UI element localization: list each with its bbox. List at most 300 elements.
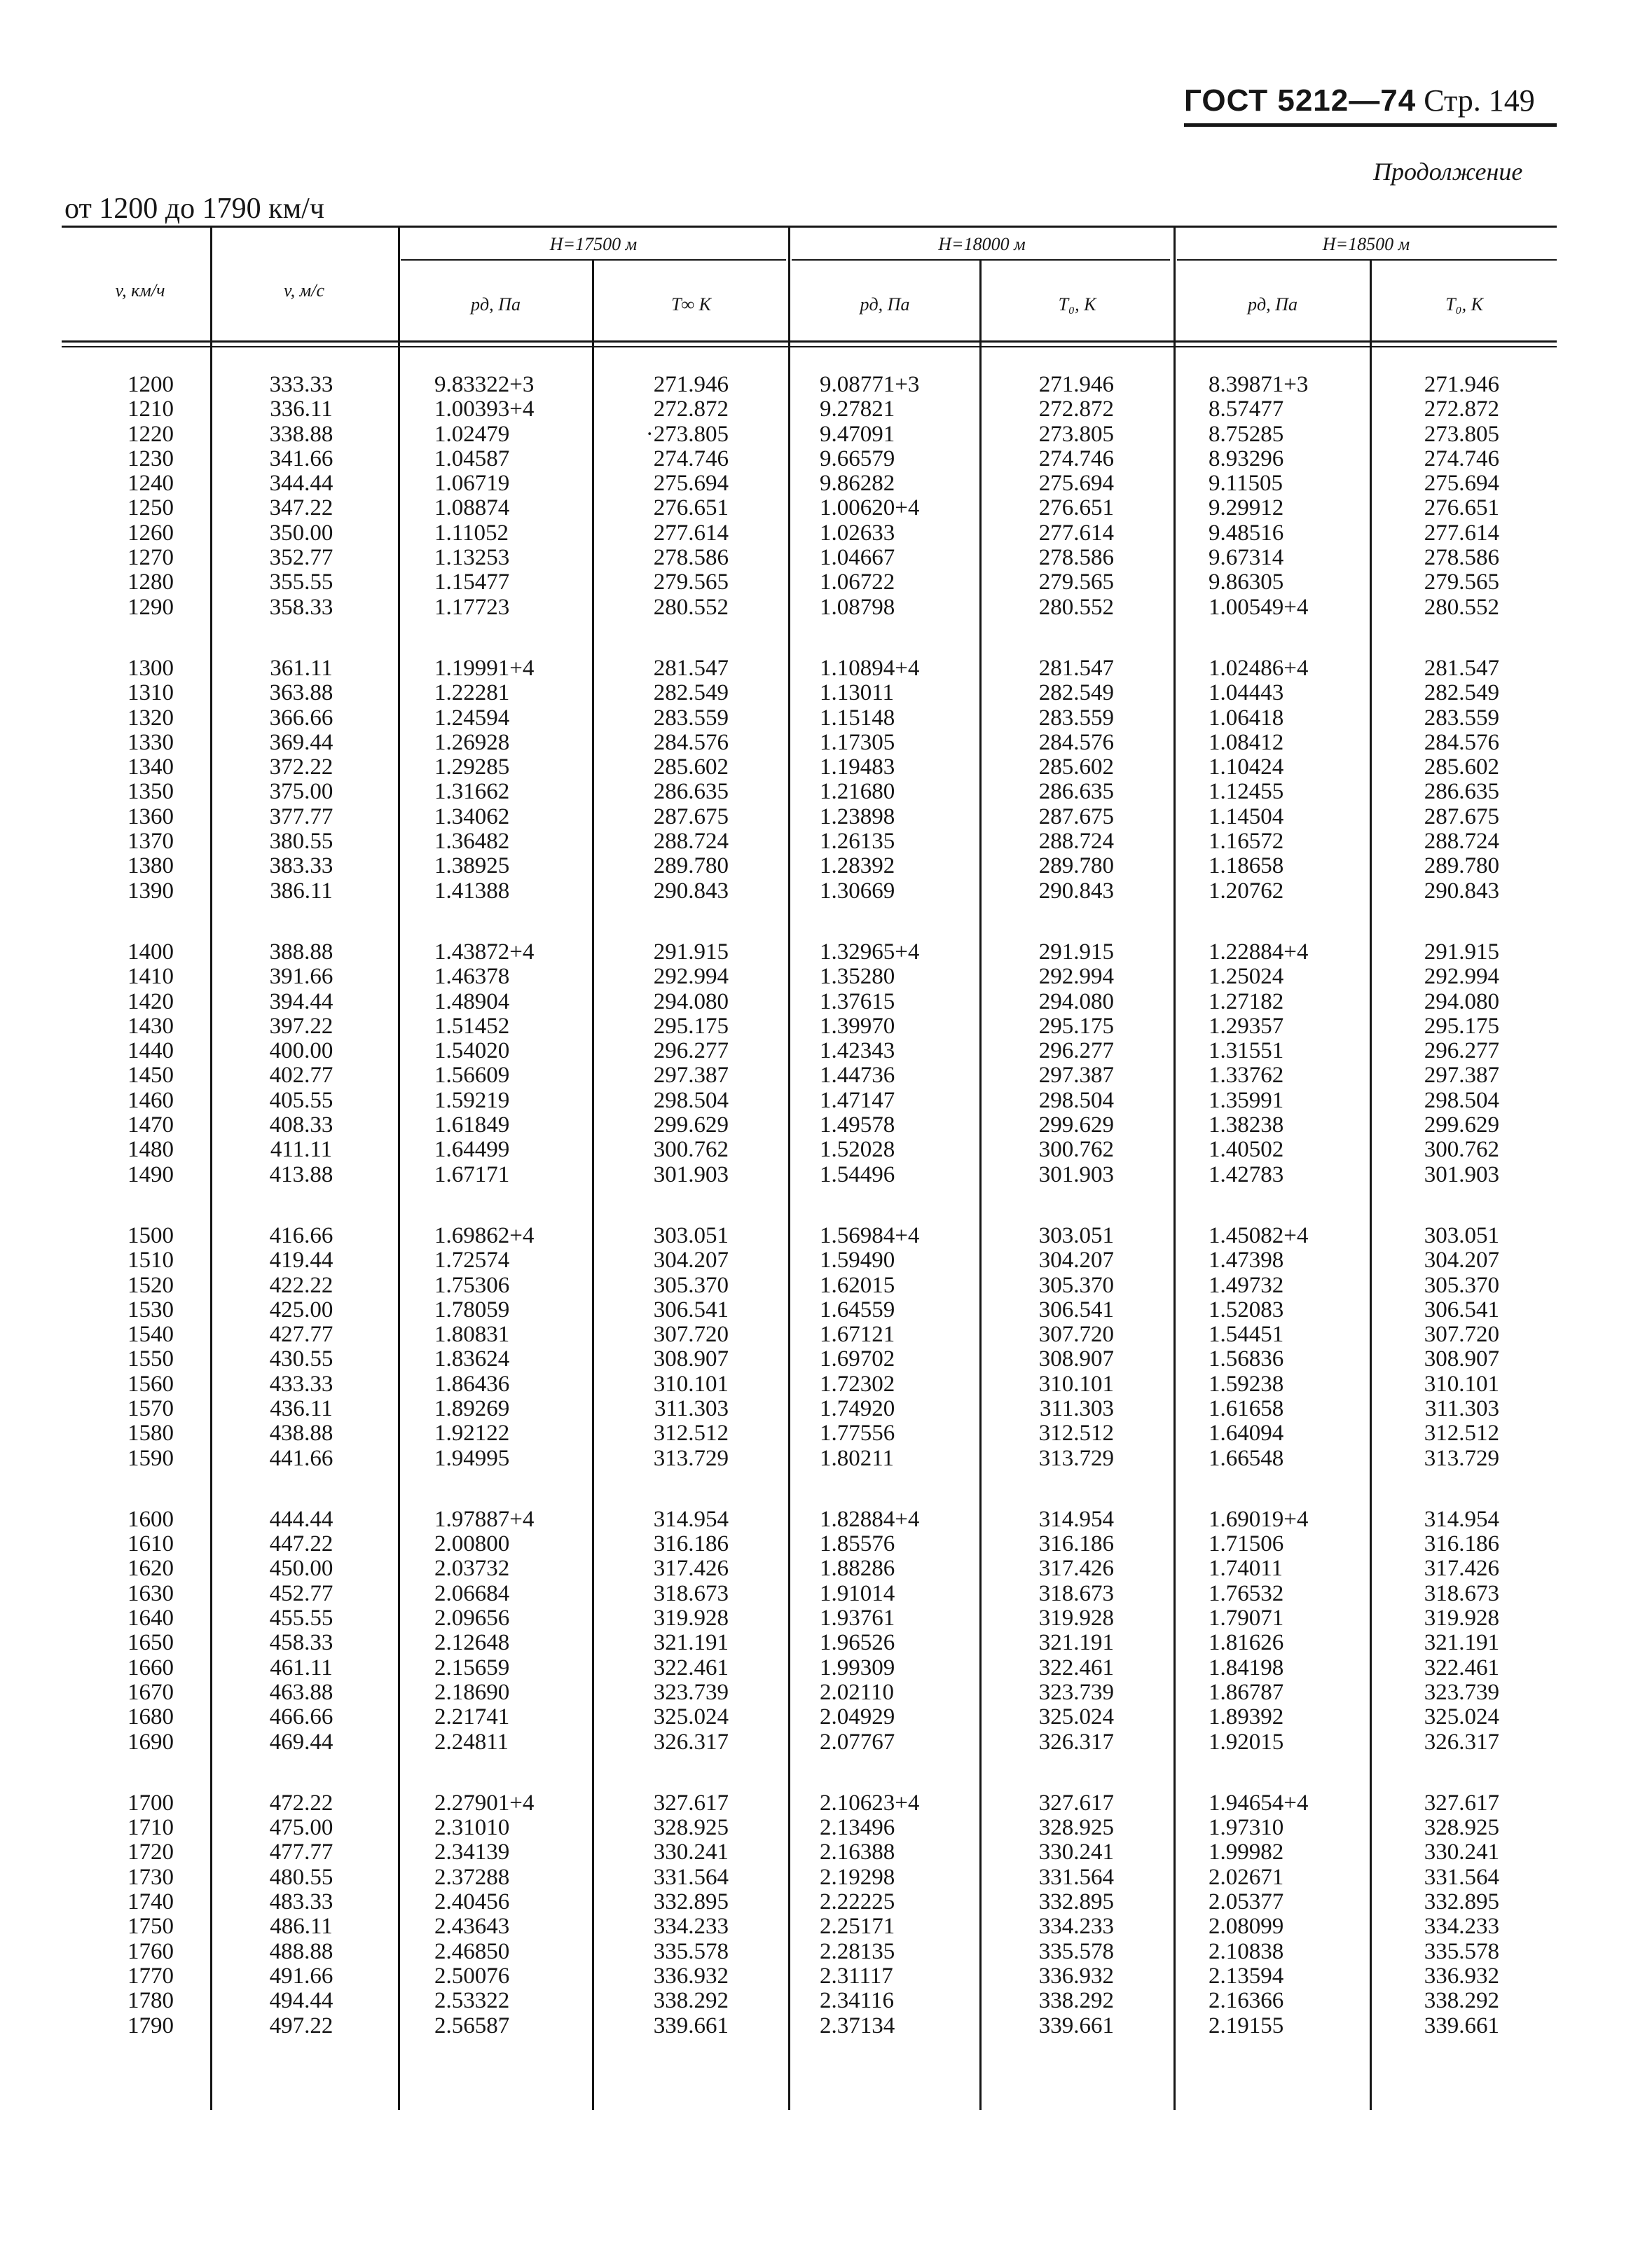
table-cell: 2.09656 [434,1606,510,1631]
table-cell: 1.42783 [1209,1161,1284,1187]
table-cell: 289.780 [1038,853,1114,879]
table-row [0,595,1652,620]
header-altitude-2: H=18000 м [938,234,1026,254]
table-cell: 287.675 [1424,803,1499,829]
table-cell: 1200 [128,372,174,397]
table-cell: 2.04929 [820,1704,895,1730]
table-cell: 358.33 [269,594,333,620]
table-row [0,1680,1652,1705]
table-row [0,1705,1652,1730]
table-cell: 278.586 [1038,545,1114,571]
table-cell: 9.66579 [820,446,895,471]
table-cell: 1470 [128,1112,174,1138]
table-cell: 480.55 [269,1864,333,1890]
table-cell: 314.954 [1038,1506,1114,1532]
table-cell: 338.292 [1424,1988,1499,2014]
table-row [0,990,1652,1014]
table-cell: 413.88 [269,1161,333,1187]
table-cell: 278.586 [653,545,729,571]
table-cell: 277.614 [653,520,729,546]
table-cell: 327.617 [1038,1790,1114,1816]
table-cell: 2.24811 [434,1729,509,1755]
table-cell: 486.11 [270,1914,333,1940]
table-cell: 290.843 [653,878,729,904]
table-cell: 1.31662 [434,779,510,805]
table-cell: 391.66 [269,964,333,990]
table-cell: 288.724 [1424,829,1499,855]
table-cell: 306.541 [653,1297,729,1323]
table-cell: 322.461 [653,1655,729,1680]
table-cell: 9.27821 [820,396,895,422]
table-cell: 1.44736 [820,1063,895,1089]
row-group [0,1791,1652,2038]
table-row [0,447,1652,471]
table-cell: 483.33 [269,1889,333,1915]
table-cell: 1.54496 [820,1161,895,1187]
table-cell: 1780 [128,1988,174,2014]
table-cell: 317.426 [1038,1556,1114,1582]
table-cell: 491.66 [269,1963,333,1989]
table-cell: 318.673 [1038,1580,1114,1606]
table-cell: 292.994 [1424,964,1499,990]
table-cell: 331.564 [653,1864,729,1890]
table-cell: 1730 [128,1864,174,1890]
table-row [0,1274,1652,1298]
table-cell: 1.97887+4 [434,1506,535,1532]
table-row [0,681,1652,705]
table-cell: 1.56836 [1209,1346,1284,1372]
table-cell: 330.241 [653,1840,729,1865]
table-cell: 1650 [128,1630,174,1656]
table-cell: 475.00 [269,1815,333,1841]
table-cell: 408.33 [269,1112,333,1138]
table-cell: 1.81626 [1209,1630,1284,1656]
table-row [0,1248,1652,1273]
table-cell: 369.44 [269,729,333,755]
table-cell: 1.28392 [820,853,895,879]
table-cell: 1.54020 [434,1038,510,1064]
table-cell: 312.512 [1424,1421,1499,1447]
table-cell: 306.541 [1038,1297,1114,1323]
table-cell: 278.586 [1424,545,1499,571]
table-cell: 1750 [128,1914,174,1940]
table-cell: 1740 [128,1889,174,1915]
table-row [0,546,1652,570]
table-row [0,854,1652,878]
table-cell: 1700 [128,1790,174,1816]
table-cell: 436.11 [270,1395,333,1421]
table-cell: 283.559 [1038,705,1114,731]
table-cell: 319.928 [1424,1606,1499,1631]
table-cell: 425.00 [269,1297,333,1323]
table-cell: 1.74011 [1209,1556,1283,1582]
table-cell: 298.504 [1424,1087,1499,1113]
table-cell: 326.317 [1038,1729,1114,1755]
table-cell: 285.602 [1038,754,1114,780]
table-row [0,1113,1652,1138]
table-row [0,1532,1652,1557]
table-cell: 1.62015 [820,1272,895,1298]
table-cell: 1.67171 [434,1161,510,1187]
table-cell: 1.99982 [1209,1840,1284,1865]
table-cell: 494.44 [269,1988,333,2014]
table-cell: 2.46850 [434,1938,510,1964]
table-cell: 283.559 [1424,705,1499,731]
table-row [0,1656,1652,1680]
table-cell: 380.55 [269,829,333,855]
table-cell: 274.746 [1424,446,1499,471]
table-cell: 332.895 [1038,1889,1114,1915]
table-cell: 280.552 [653,594,729,620]
table-cell: 1.77556 [820,1421,895,1447]
range-label: от 1200 до 1790 км/ч [64,193,324,225]
table-cell: 286.635 [1038,779,1114,805]
table-row [0,706,1652,731]
table-cell: 1.06418 [1209,705,1284,731]
table-row [0,471,1652,496]
table-cell: 1.52028 [820,1137,895,1163]
table-cell: 9.67314 [1209,545,1284,571]
group-underline-3 [1177,259,1557,261]
table-cell: 1580 [128,1421,174,1447]
table-row [0,1631,1652,1655]
table-cell: 455.55 [269,1606,333,1631]
table-cell: 402.77 [269,1063,333,1089]
header-bottom-rule [62,340,1557,343]
table-cell: 1.94995 [434,1445,510,1471]
table-cell: 321.191 [653,1630,729,1656]
table-cell: 307.720 [1424,1322,1499,1348]
table-cell: 2.16388 [820,1840,895,1865]
table-cell: 9.83322+3 [434,372,535,397]
table-cell: 1.49732 [1209,1272,1284,1298]
table-cell: 325.024 [1038,1704,1114,1730]
table-cell: 304.207 [1424,1248,1499,1274]
table-cell: 2.27901+4 [434,1790,535,1816]
table-cell: 1680 [128,1704,174,1730]
table-cell: 295.175 [1038,1013,1114,1039]
table-cell: 283.559 [653,705,729,731]
table-cell: 1410 [128,964,174,990]
table-cell: 288.724 [653,829,729,855]
table-cell: 1300 [128,655,174,681]
table-cell: 2.12648 [434,1630,510,1656]
header-pressure-3: pд, Па [1248,294,1297,315]
table-cell: 296.277 [653,1038,729,1064]
table-cell: 277.614 [1038,520,1114,546]
table-cell: 1.00620+4 [820,495,920,521]
table-cell: 1640 [128,1606,174,1631]
table-cell: 1420 [128,988,174,1014]
table-cell: 313.729 [1038,1445,1114,1471]
table-cell: 2.34116 [820,1988,895,2014]
table-cell: 311.303 [1039,1395,1114,1421]
table-cell: 366.66 [269,705,333,731]
table-cell: 1290 [128,594,174,620]
table-cell: 1.86787 [1209,1679,1284,1705]
table-cell: 330.241 [1038,1840,1114,1865]
table-cell: 488.88 [269,1938,333,1964]
row-group [0,1507,1652,1755]
table-cell: 2.02110 [820,1679,895,1705]
table-cell: 2.10838 [1209,1938,1284,1964]
table-cell: 1.26135 [820,829,895,855]
table-cell: 1.38925 [434,853,510,879]
table-cell: 9.86305 [1209,570,1284,595]
table-row [0,1397,1652,1421]
table-cell: 284.576 [653,729,729,755]
table-cell: 375.00 [269,779,333,805]
table-cell: 295.175 [1424,1013,1499,1039]
table-cell: 2.13496 [820,1815,895,1841]
table-cell: 1350 [128,779,174,805]
table-cell: 1.34062 [434,803,510,829]
table-cell: 1.32965+4 [820,939,920,965]
table-cell: 328.925 [653,1815,729,1841]
table-cell: 2.13594 [1209,1963,1284,1989]
table-cell: 1.93761 [820,1606,895,1631]
table-cell: 285.602 [653,754,729,780]
table-cell: 318.673 [653,1580,729,1606]
table-cell: 275.694 [1424,471,1499,497]
table-cell: 438.88 [269,1421,333,1447]
table-cell: 2.06684 [434,1580,510,1606]
table-cell: 279.565 [653,570,729,595]
table-cell: 1.29285 [434,754,510,780]
table-cell: 322.461 [1038,1655,1114,1680]
table-cell: 2.19155 [1209,2013,1284,2038]
table-cell: 1.17305 [820,729,895,755]
table-cell: 8.75285 [1209,421,1284,447]
table-row [0,1298,1652,1323]
table-row [0,1039,1652,1063]
table-cell: 1660 [128,1655,174,1680]
table-cell: 326.317 [653,1729,729,1755]
table-cell: 285.602 [1424,754,1499,780]
standard-number: ГОСТ 5212—74 [1184,83,1417,118]
table-cell: 1.36482 [434,829,510,855]
table-cell: 1.18658 [1209,853,1284,879]
table-cell: 1.80831 [434,1322,510,1348]
table-cell: 1.27182 [1209,988,1284,1014]
table-cell: 1.02486+4 [1209,655,1309,681]
table-cell: 280.552 [1038,594,1114,620]
table-cell: 284.576 [1038,729,1114,755]
table-cell: 282.549 [1424,680,1499,706]
header-speed-ms: v, м/с [284,280,324,301]
table-cell: 1.25024 [1209,964,1284,990]
table-cell: 1.08798 [820,594,895,620]
table-cell: 1260 [128,520,174,546]
table-cell: 352.77 [269,545,333,571]
table-cell: 9.11505 [1209,471,1283,497]
table-row [0,1014,1652,1039]
table-cell: 300.762 [1424,1137,1499,1163]
table-cell: 1.26928 [434,729,510,755]
table-cell: 9.29912 [1209,495,1284,521]
table-row [0,1840,1652,1865]
table-cell: 292.994 [653,964,729,990]
table-cell: 1.61849 [434,1112,510,1138]
table-cell: 303.051 [1424,1222,1499,1248]
row-group [0,1224,1652,1471]
table-cell: 297.387 [1038,1063,1114,1089]
header-pressure-1: pд, Па [471,294,521,315]
table-cell: 1.13011 [820,680,895,706]
table-cell: 1.59490 [820,1248,895,1274]
table-cell: 1400 [128,939,174,965]
table-cell: 292.994 [1038,964,1114,990]
table-cell: 1.08412 [1209,729,1284,755]
table-row [0,731,1652,755]
table-cell: 2.43643 [434,1914,510,1940]
table-cell: 295.175 [653,1013,729,1039]
table-cell: 311.303 [654,1395,729,1421]
table-row [0,1421,1652,1446]
table-row [0,1890,1652,1914]
table-cell: 339.661 [1424,2013,1499,2038]
table-cell: 289.780 [1424,853,1499,879]
table-cell: 327.617 [653,1790,729,1816]
continuation-label: Продолжение [1373,158,1523,186]
table-cell: 1240 [128,471,174,497]
table-cell: 296.277 [1424,1038,1499,1064]
table-cell: 2.10623+4 [820,1790,920,1816]
table-cell: 1760 [128,1938,174,1964]
table-cell: 1320 [128,705,174,731]
table-cell: 331.564 [1424,1864,1499,1890]
table-cell: 2.02671 [1209,1864,1284,1890]
table-cell: 1.46378 [434,964,510,990]
table-cell: 317.426 [1424,1556,1499,1582]
table-cell: 1.64499 [434,1137,510,1163]
table-cell: 1480 [128,1137,174,1163]
table-cell: 323.739 [1424,1679,1499,1705]
table-cell: 1.35280 [820,964,895,990]
table-cell: 301.903 [653,1161,729,1187]
table-cell: 322.461 [1424,1655,1499,1680]
table-cell: 1280 [128,570,174,595]
table-cell: 2.53322 [434,1988,510,2014]
table-cell: 294.080 [1424,988,1499,1014]
table-cell: 298.504 [1038,1087,1114,1113]
table-cell: 1710 [128,1815,174,1841]
table-cell: 1.61658 [1209,1395,1284,1421]
table-cell: 291.915 [653,939,729,965]
table-cell: 1.37615 [820,988,895,1014]
table-cell: 1.40502 [1209,1137,1284,1163]
table-cell: 1440 [128,1038,174,1064]
table-cell: 1.92015 [1209,1729,1284,1755]
table-cell: 286.635 [1424,779,1499,805]
table-cell: 1.72574 [434,1248,510,1274]
table-cell: 312.512 [653,1421,729,1447]
table-cell: 2.37288 [434,1864,510,1890]
table-cell: 276.651 [653,495,729,521]
table-cell: 282.549 [1038,680,1114,706]
table-cell: 318.673 [1424,1580,1499,1606]
table-cell: 1.69862+4 [434,1222,535,1248]
table-row [0,1063,1652,1088]
page-header [1184,83,1535,118]
table-cell: 1430 [128,1013,174,1039]
table-cell: 1.24594 [434,705,510,731]
header-pressure-2: pд, Па [860,294,910,315]
table-cell: 1.39970 [820,1013,895,1039]
table-cell: 277.614 [1424,520,1499,546]
table-row [0,1163,1652,1187]
table-cell: 1.22281 [434,680,510,706]
table-cell: 341.66 [269,446,333,471]
table-cell: 1.47147 [820,1087,895,1113]
table-cell: 1.04443 [1209,680,1284,706]
table-cell: 308.907 [1038,1346,1114,1372]
table-cell: 1310 [128,680,174,706]
table-cell: 288.724 [1038,829,1114,855]
table-cell: 347.22 [269,495,333,521]
table-cell: 2.03732 [434,1556,510,1582]
table-cell: 422.22 [269,1272,333,1298]
table-cell: 274.746 [1038,446,1114,471]
table-cell: 294.080 [653,988,729,1014]
table-row [0,422,1652,447]
table-cell: 275.694 [1038,471,1114,497]
table-cell: 305.370 [1424,1272,1499,1298]
table-cell: 1.10424 [1209,754,1284,780]
table-cell: 2.16366 [1209,1988,1284,2014]
table-row [0,1372,1652,1397]
header-speed-kmh: v, км/ч [115,280,165,301]
table-cell: 1.31551 [1209,1038,1284,1064]
table-cell: 290.843 [1038,878,1114,904]
table-cell: 336.932 [1038,1963,1114,1989]
table-row [0,570,1652,595]
table-body [0,373,1652,2075]
table-cell: 1.78059 [434,1297,510,1323]
table-cell: 1.59219 [434,1087,510,1113]
header-altitude-3: H=18500 м [1322,234,1410,254]
table-cell: 299.629 [1038,1112,1114,1138]
table-cell: 1.20762 [1209,878,1284,904]
table-cell: 1.69019+4 [1209,1506,1309,1532]
table-cell: 1.79071 [1209,1606,1284,1631]
table-cell: 2.21741 [434,1704,510,1730]
table-cell: 1250 [128,495,174,521]
table-cell: 330.241 [1424,1840,1499,1865]
table-cell: 287.675 [1038,803,1114,829]
table-cell: 497.22 [269,2013,333,2038]
table-cell: 316.186 [1424,1531,1499,1557]
table-row [0,496,1652,520]
table-cell: 1560 [128,1371,174,1397]
table-cell: 1.15148 [820,705,895,731]
table-cell: 1500 [128,1222,174,1248]
table-cell: 350.00 [269,520,333,546]
table-cell: 1.92122 [434,1421,510,1447]
table-cell: 2.07767 [820,1729,895,1755]
table-cell: 310.101 [653,1371,729,1397]
table-cell: 1.94654+4 [1209,1790,1309,1816]
table-cell: 344.44 [269,471,333,497]
table-cell: 1.97310 [1209,1815,1284,1841]
table-cell: 461.11 [270,1655,333,1680]
table-cell: 1.89269 [434,1395,510,1421]
table-cell: 296.277 [1038,1038,1114,1064]
table-cell: 272.872 [653,396,729,422]
table-row [0,1557,1652,1581]
table-cell: 271.946 [1424,372,1499,397]
table-cell: 274.746 [653,446,729,471]
